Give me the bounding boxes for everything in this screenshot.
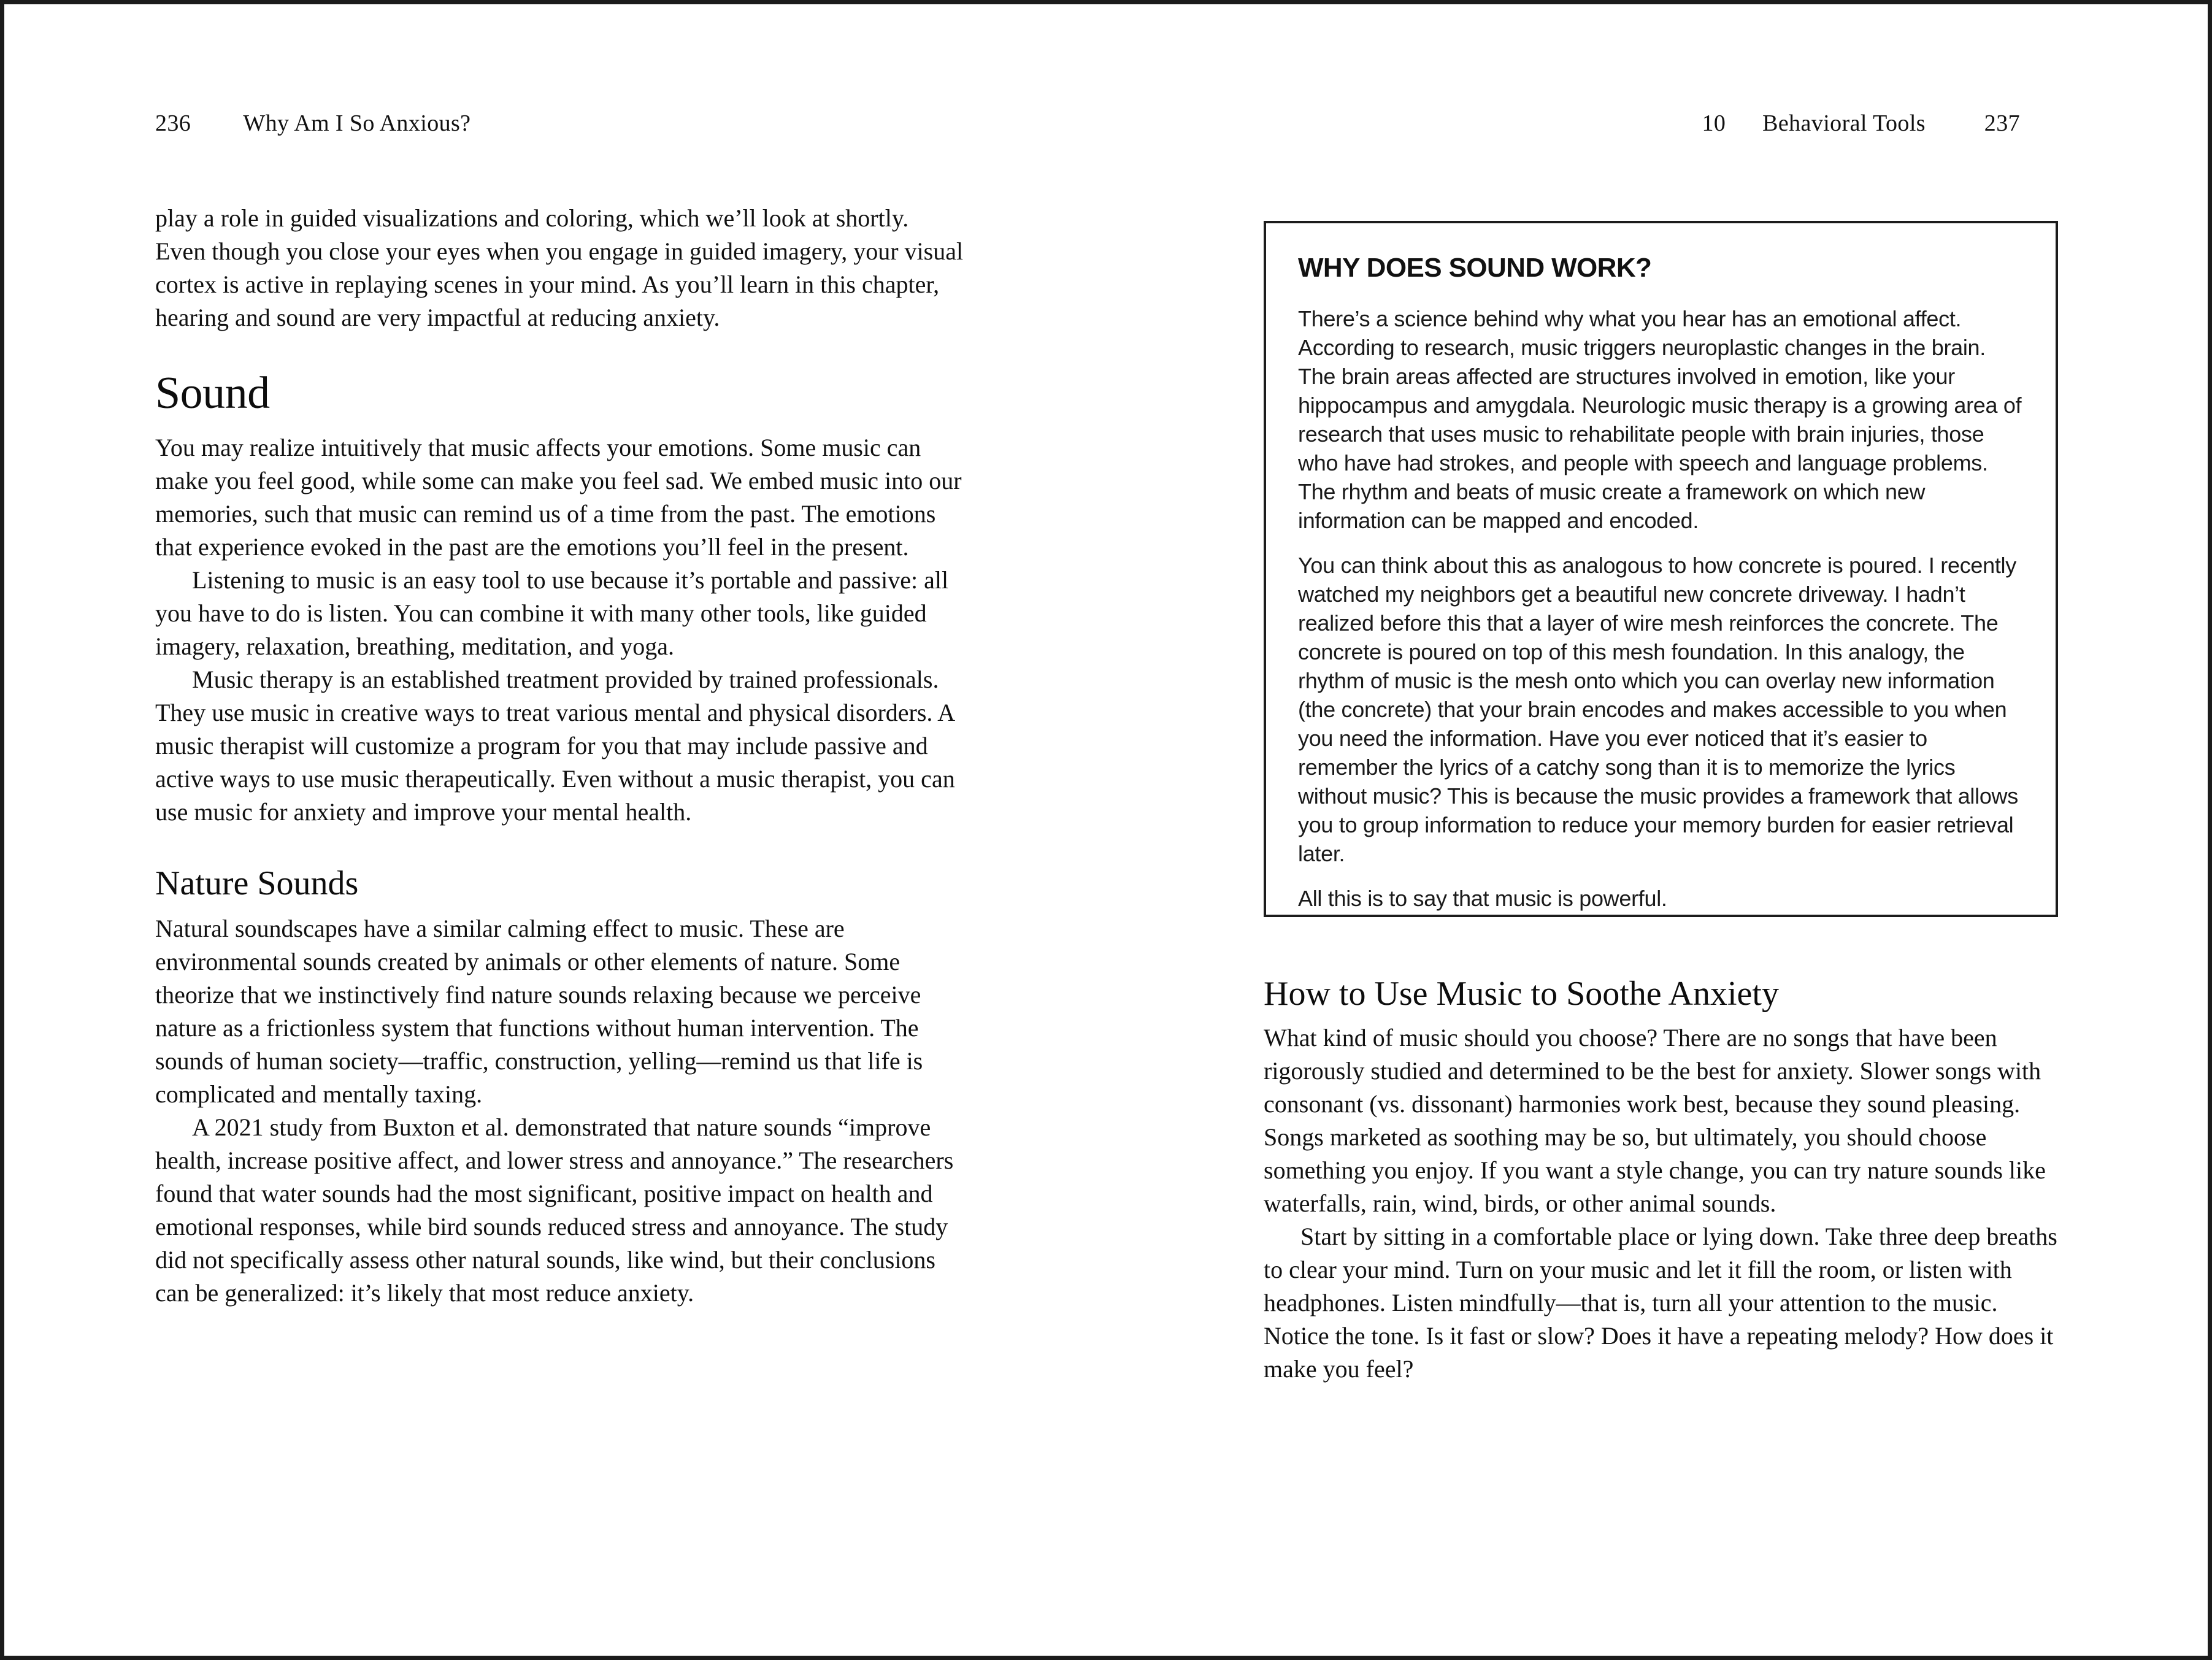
sound-paragraph-3: Music therapy is an established treatment provided by trained professionals. They use music in creative ways to treat various mental and physical disorders. A music therapist will customize a program for you that may include passive and active ways to use music therapeutically. Even without a music therapist, you can use music for anxiety and improve your mental health. — [155, 666, 955, 826]
running-head-left-title: Why Am I So Anxious? — [243, 110, 471, 136]
sound-paragraph-2: Listening to music is an easy tool to use because it’s portable and passive: all you have to do is listen. You can combine it with many other tools, like guided imagery, relaxation, breathing, meditation, and yoga. — [155, 566, 949, 660]
sidebar-title: WHY DOES SOUND WORK? — [1298, 253, 1652, 283]
chapter-number: 10 — [1702, 110, 1726, 136]
running-head-left — [155, 110, 470, 137]
how-to-paragraph-2: Start by sitting in a comfortable place or lying down. Take three deep breaths to clear your mind. Turn on your music and let it fill the room, or listen with headphones. Listen mindfully—that is, turn all your attention to the music. Notice the tone. Is it fast or slow? Does it have a repeating melody? How does it make you feel? — [1264, 1223, 2057, 1383]
heading-how-to-use-music: How to Use Music to Soothe Anxiety — [1264, 975, 1779, 1013]
how-to-paragraph-1: What kind of music should you choose? There are no songs that have been rigorously studied and determined to be the best for anxiety. Slower songs with consonant (vs. dissonant) harmonies work best, because they sound pleasing. Songs marketed as soothing may be so, but ultimately, you should choose something you enjoy. If you want a style change, you can try nature sounds like waterfalls, rain, wind, birds, or other animal sounds. — [1264, 1024, 2046, 1217]
left-page — [4, 4, 1106, 1656]
paragraph-continued: play a role in guided visualizations and coloring, which we’ll look at shortly. Even though you close your eyes when you engage in guided imagery, your visual cortex is active in replaying scenes in your mind. As you’ll learn in this chapter, hearing and sound are very impactful at reducing anxiety. — [155, 204, 964, 331]
heading-sound: Sound — [155, 368, 270, 418]
sidebar-callout-box — [1264, 221, 2058, 917]
sidebar-paragraph-3: All this is to say that music is powerful. — [1298, 886, 1667, 911]
nature-paragraph-1: Natural soundscapes have a similar calming effect to music. These are environmental sounds created by animals or other elements of nature. Some theorize that we instinctively find nature sounds relaxing because we perceive nature as a frictionless system that functions without human intervention. The sounds of human society—traffic, construction, yelling—remind us that life is complicated and mentally taxing. — [155, 915, 923, 1108]
heading-nature-sounds: Nature Sounds — [155, 864, 359, 902]
nature-paragraph-2: A 2021 study from Buxton et al. demonstrated that nature sounds “improve health, increase positive affect, and lower stress and annoyance.” The researchers found that water sounds had the most significant, positive impact on health and emotional responses, while bird sounds reduced stress and annoyance. The study did not specifically assess other natural sounds, like wind, but their conclusions can be generalized: it’s likely that most reduce anxiety. — [155, 1113, 954, 1307]
folio-left: 236 — [155, 110, 191, 136]
sidebar-content — [1266, 223, 2056, 913]
running-head-right — [1702, 110, 2020, 137]
folio-right: 237 — [1984, 110, 2020, 136]
left-text-column — [155, 202, 965, 1310]
running-head-right-title: Behavioral Tools — [1762, 110, 1926, 136]
sidebar-paragraph-2: You can think about this as analogous to how concrete is poured. I recently watched my neighbors get a beautiful new concrete driveway. I hadn’t realized before this that a layer of wire mesh reinforces the concrete. The concrete is poured on top of this mesh foundation. In this analogy, the rhythm of music is the mesh onto which you can overlay new information (the concrete) that your brain encodes and makes accessible to you when you need the information. Have you ever noticed that it’s easier to remember the lyrics of a catchy song than it is to memorize the lyrics without music? This is because the music provides a framework that allows you to group information to reduce your memory burden for easier retrieval later. — [1298, 553, 2018, 866]
right-text-column — [1264, 975, 2061, 1386]
sidebar-paragraph-1: There’s a science behind why what you hear has an emotional affect. According to research, music triggers neuroplastic changes in the brain. The brain areas affected are structures involved in emotion, like your hippocampus and amygdala. Neurologic music therapy is a growing area of research that uses music to rehabilitate people with brain injuries, those who have had strokes, and people with speech and language problems. The rhythm and beats of music create a framework on which new information can be mapped and encoded. — [1298, 306, 2022, 533]
sound-paragraph-1: You may realize intuitively that music affects your emotions. Some music can make you feel good, while some can make you feel sad. We embed music into our memories, such that music can remind us of a time from the past. The emotions that experience evoked in the past are the emotions you’ll feel in the present. — [155, 434, 962, 561]
